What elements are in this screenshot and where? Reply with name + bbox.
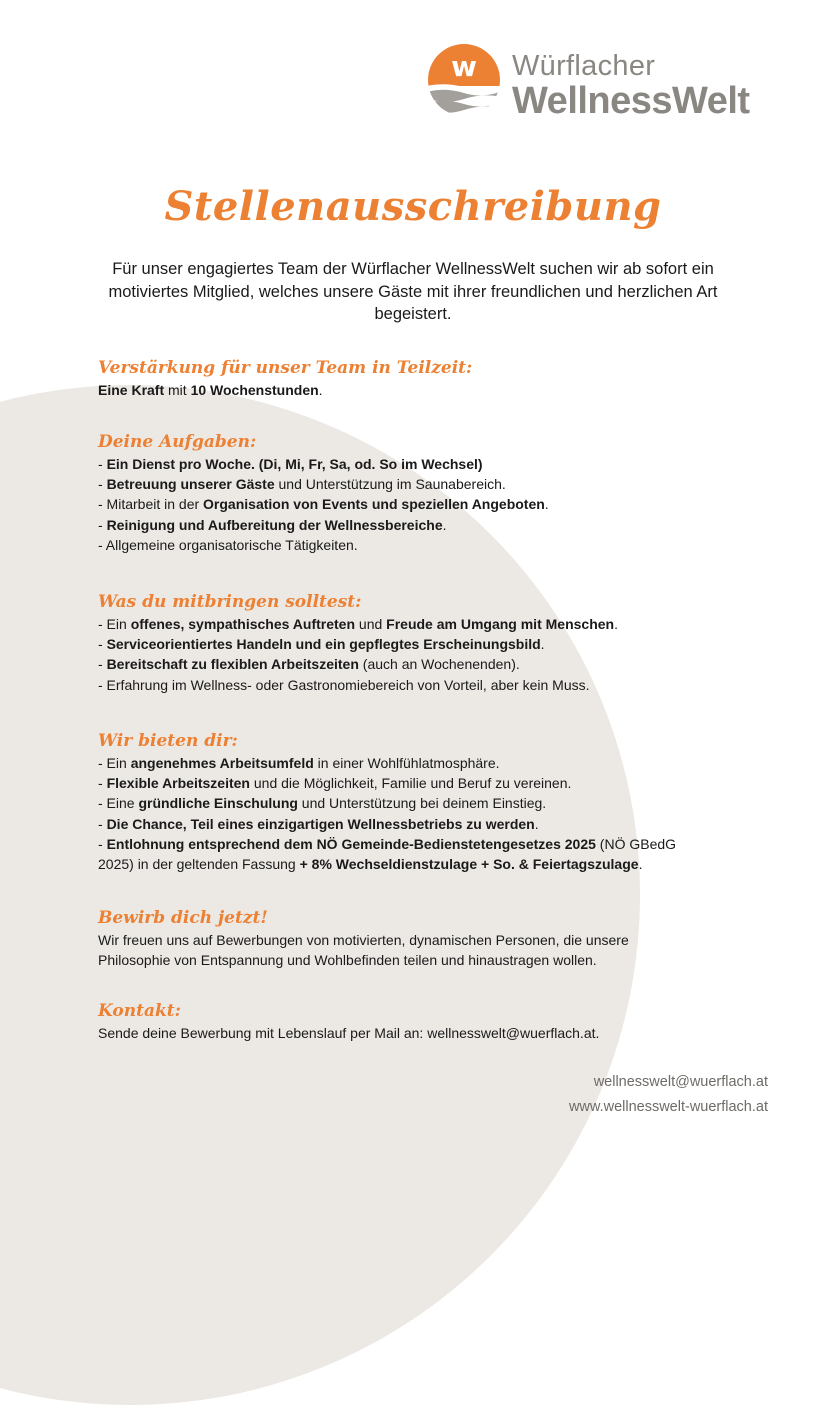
section-lines <box>98 380 738 400</box>
text: und die Möglichkeit, Familie und Beruf zu vereinen. <box>249 775 572 792</box>
text: . <box>638 856 643 873</box>
section-lines <box>98 614 738 695</box>
text: - <box>98 456 107 472</box>
section-heading: Verstärkung für unser Team in Teilzeit: <box>98 358 473 378</box>
section-line <box>98 614 738 634</box>
bold-text: Die Chance, Teil eines einzigartigen Wellnessbetriebs zu werden <box>106 815 535 832</box>
bold-text: Serviceorientiertes Handeln und ein gepflegtes Erscheinungsbild <box>106 636 541 653</box>
text: . <box>534 815 539 832</box>
bold-text: Eine Kraft <box>98 382 165 398</box>
bold-text: Ein Dienst pro Woche. (Di, Mi, Fr, Sa, od. So im Wechsel) <box>106 456 483 472</box>
text: und Unterstützung bei deinem Einstieg. <box>297 795 547 812</box>
section-line <box>98 773 738 793</box>
text: - Erfahrung im Wellness- oder Gastronomiebereich von Vorteil, aber kein Muss. <box>98 676 590 693</box>
intro-paragraph: Für unser engagiertes Team der Würflacher WellnessWelt suchen wir ab sofort ein motiviertes Mitglied, welches unsere Gäste mit ihrer freundlichen und herzlichen Art begeistert. <box>108 260 718 323</box>
text: - Mitarbeit in der <box>98 496 204 513</box>
text: - <box>98 516 107 533</box>
section-heading: Kontakt: <box>98 1001 181 1021</box>
page-title: Stellenausschreibung <box>164 183 662 230</box>
section-line <box>98 753 738 773</box>
section-line <box>98 1023 738 1043</box>
section-line <box>98 930 738 950</box>
section-apply <box>98 907 738 970</box>
logo-wordmark-line1: Würflacher <box>512 50 656 82</box>
text: mit <box>164 382 191 398</box>
section-line <box>98 634 738 654</box>
text: - <box>98 656 107 673</box>
section-line <box>98 474 738 494</box>
text: . <box>318 382 323 398</box>
section-offer <box>98 730 738 874</box>
section-line <box>98 454 738 474</box>
section-lines <box>98 1023 738 1043</box>
bold-text: + 8% Wechseldienstzulage + So. & Feiertagszulage <box>299 856 639 873</box>
section-staff <box>98 357 738 400</box>
text: . <box>544 496 549 513</box>
bold-text: Reinigung und Aufbereitung der Wellnessbereiche <box>106 516 443 533</box>
section-contact <box>98 1000 738 1043</box>
footer-website-link[interactable]: www.wellnesswelt-wuerflach.at <box>568 1099 768 1115</box>
logo-wordmark-line2: WellnessWelt <box>512 80 750 122</box>
bold-text: Entlohnung entsprechend dem NÖ Gemeinde-Bedienstetengesetzes 2025 <box>106 835 596 852</box>
section-line <box>98 535 738 555</box>
footer-email-link[interactable]: wellnesswelt@wuerflach.at <box>593 1074 768 1090</box>
text: (auch an Wochenenden). <box>358 656 520 673</box>
section-heading: Was du mitbringen solltest: <box>98 592 362 612</box>
text: in einer Wohlfühlatmosphäre. <box>313 755 500 771</box>
bold-text: Betreuung unserer Gäste <box>106 476 275 493</box>
logo-emblem-icon <box>426 42 502 118</box>
text: (NÖ GBedG <box>595 835 677 852</box>
section-lines <box>98 930 738 970</box>
bold-text: Freude am Umgang mit Menschen <box>386 616 615 632</box>
text: - Allgemeine organisatorische Tätigkeiten. <box>98 536 358 553</box>
text: - <box>98 636 107 653</box>
text: Sende deine Bewerbung mit Lebenslauf per Mail an: wellnesswelt@wuerflach.at. <box>98 1025 600 1041</box>
text: . <box>614 616 618 632</box>
text: - Eine <box>98 795 139 812</box>
section-lines <box>98 753 738 874</box>
section-line <box>98 950 738 970</box>
text: - <box>98 775 107 792</box>
bold-text: angenehmes Arbeitsumfeld <box>130 755 314 771</box>
section-heading: Deine Aufgaben: <box>98 432 257 452</box>
text: und <box>355 616 387 632</box>
bold-text: gründliche Einschulung <box>138 795 298 812</box>
text: . <box>540 636 545 653</box>
text: Philosophie von Entspannung und Wohlbefinden teilen und hinaustragen wollen. <box>98 952 597 969</box>
section-line <box>98 515 738 535</box>
logo-letter: w <box>451 50 477 83</box>
section-line <box>98 654 738 674</box>
bold-text: Organisation von Events und speziellen Angeboten <box>203 496 545 513</box>
brand-logo <box>426 42 776 122</box>
footer-contact <box>569 1072 768 1117</box>
text: - Ein <box>98 616 131 632</box>
section-line <box>98 675 738 695</box>
text: . <box>442 516 447 533</box>
text: 2025) in der geltenden Fassung <box>98 856 300 873</box>
text: - <box>98 835 107 852</box>
bold-text: offenes, sympathisches Auftreten <box>130 616 356 632</box>
bold-text: 10 Wochenstunden <box>190 382 319 398</box>
section-line <box>98 494 738 514</box>
section-heading: Bewirb dich jetzt! <box>98 908 268 928</box>
section-line <box>98 834 738 854</box>
bold-text: Flexible Arbeitszeiten <box>106 775 250 792</box>
section-heading: Wir bieten dir: <box>98 731 238 751</box>
section-lines <box>98 454 738 555</box>
section-line <box>98 854 738 874</box>
section-line <box>98 793 738 813</box>
section-requirements <box>98 591 738 695</box>
text: - <box>98 476 107 493</box>
section-line <box>98 814 738 834</box>
section-line <box>98 380 738 400</box>
section-tasks <box>98 431 738 555</box>
text: - Ein <box>98 755 131 771</box>
bold-text: Bereitschaft zu flexiblen Arbeitszeiten <box>106 656 359 673</box>
text: und Unterstützung im Saunabereich. <box>274 476 506 493</box>
text: Wir freuen uns auf Bewerbungen von motivierten, dynamischen Personen, die unsere <box>98 932 629 948</box>
text: - <box>98 815 107 832</box>
